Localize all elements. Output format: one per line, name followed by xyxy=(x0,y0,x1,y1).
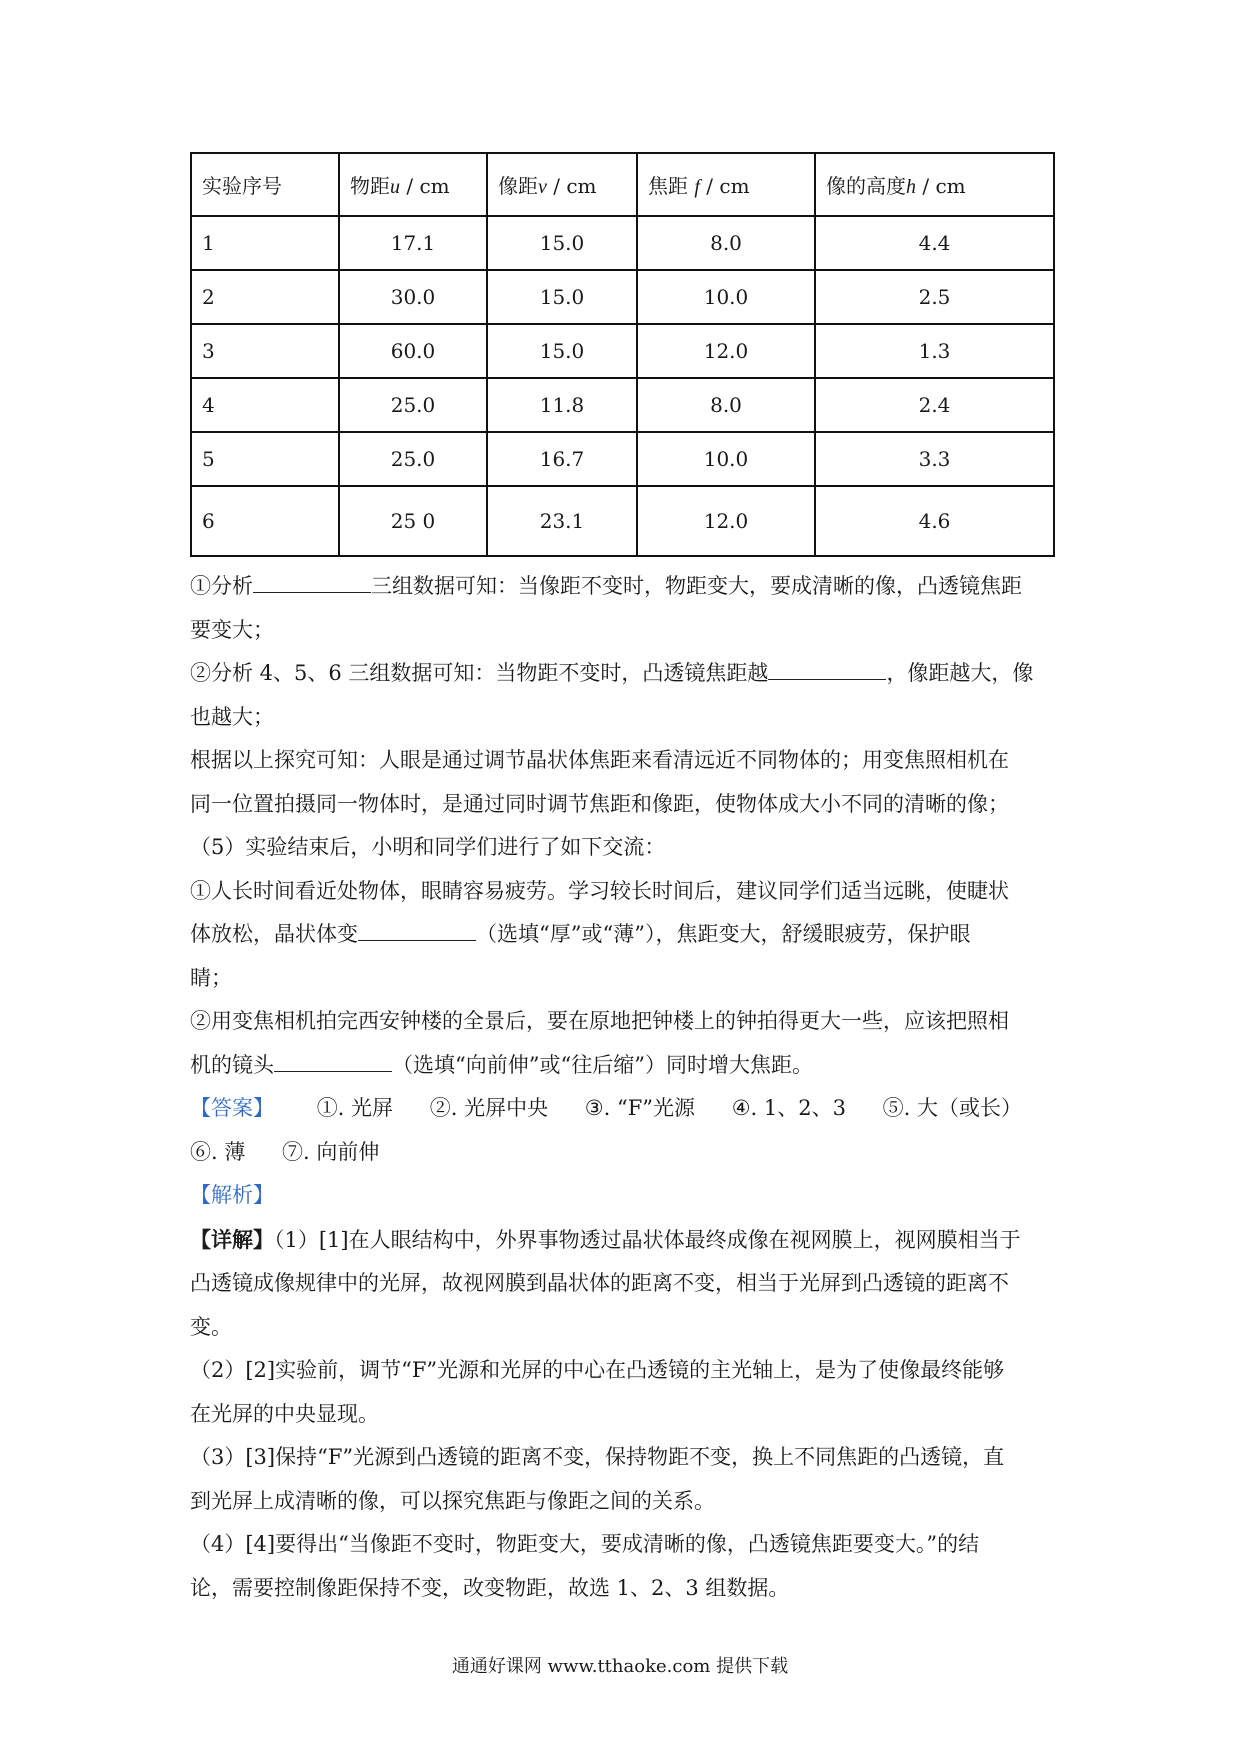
text-span: 三组数据可知：当像距不变时，物距变大，要成清晰的像，凸透镜焦距 xyxy=(371,574,1022,598)
table-row xyxy=(191,378,1054,432)
paragraph: 在光屏的中央显现。 xyxy=(190,1401,379,1426)
experiment-data-table xyxy=(190,152,1055,557)
table-cell: 10.0 xyxy=(637,270,815,324)
paragraph xyxy=(190,1044,1062,1088)
table-row xyxy=(191,486,1054,556)
paragraph: 同一位置拍摄同一物体时，是通过同时调节焦距和像距，使物体成大小不同的清晰的像； xyxy=(190,791,1009,816)
answer-item: ⑤. 大（或长） xyxy=(882,1096,1023,1120)
table-cell: 2.4 xyxy=(815,378,1054,432)
paragraph: 到光屏上成清晰的像，可以探究焦距与像距之间的关系。 xyxy=(190,1488,715,1513)
answer-row xyxy=(190,1087,1062,1131)
table-cell: 2 xyxy=(191,270,339,324)
paragraph xyxy=(190,1218,1062,1263)
header-cell-focal-length: 焦距 f / cm xyxy=(637,153,815,216)
answer-blank xyxy=(358,918,476,941)
answer-blank xyxy=(768,657,886,680)
answer-item: ④. 1、2、3 xyxy=(731,1096,846,1120)
table-cell: 30.0 xyxy=(339,270,487,324)
paragraph: 根据以上探究可知：人眼是通过调节晶状体焦距来看清远近不同物体的；用变焦照相机在 xyxy=(190,748,1009,772)
text-span: （1）[1]在人眼结构中，外界事物透过晶状体最终成像在视网膜上，视网膜相当于 xyxy=(274,1227,1021,1252)
table-cell: 2.5 xyxy=(815,270,1054,324)
text-span: ①分析 xyxy=(190,574,253,598)
table-cell: 5 xyxy=(191,432,339,486)
header-cell-image-height: 像的高度h / cm xyxy=(815,153,1054,216)
table-cell: 25.0 xyxy=(339,432,487,486)
table-cell: 8.0 xyxy=(637,378,815,432)
table-cell: 8.0 xyxy=(637,216,815,270)
table-cell: 12.0 xyxy=(637,324,815,378)
detail-label: 【详解】 xyxy=(190,1226,274,1252)
answer-item: ⑥. 薄 xyxy=(190,1139,246,1164)
analysis-label: 【解析】 xyxy=(190,1183,274,1207)
table-cell: 10.0 xyxy=(637,432,815,486)
table-cell: 15.0 xyxy=(487,270,637,324)
table-cell: 4.4 xyxy=(815,216,1054,270)
text-span: （选填“厚”或“薄”），焦距变大，舒缓眼疲劳，保护眼 xyxy=(476,922,971,946)
table-header-row xyxy=(191,153,1054,216)
question-body xyxy=(190,565,1062,1610)
table-cell: 4.6 xyxy=(815,486,1054,556)
table-cell: 1 xyxy=(191,216,339,270)
paragraph: 变。 xyxy=(190,1314,232,1339)
text-span: 体放松，晶状体变 xyxy=(190,922,358,946)
table-cell: 15.0 xyxy=(487,216,637,270)
text-span: 机的镜头 xyxy=(190,1052,274,1077)
paragraph xyxy=(190,913,1062,957)
text-span: （选填“向前伸”或“往后缩”）同时增大焦距。 xyxy=(392,1052,813,1077)
table-cell: 12.0 xyxy=(637,486,815,556)
paragraph xyxy=(190,652,1062,696)
header-cell-image-distance: 像距v / cm xyxy=(487,153,637,216)
answer-blank xyxy=(253,570,371,593)
table-cell: 25 0 xyxy=(339,486,487,556)
table-cell: 17.1 xyxy=(339,216,487,270)
paragraph: 要变大； xyxy=(190,617,274,642)
paragraph: ①人长时间看近处物体，眼睛容易疲劳。学习较长时间后，建议同学们适当远眺，使睫状 xyxy=(190,878,1009,903)
answer-row xyxy=(190,1131,1062,1175)
table-cell: 3 xyxy=(191,324,339,378)
table-cell: 1.3 xyxy=(815,324,1054,378)
table-row xyxy=(191,432,1054,486)
paragraph: 也越大； xyxy=(190,704,274,729)
answer-item: ③. “F”光源 xyxy=(584,1096,696,1120)
paragraph: 凸透镜成像规律中的光屏，故视网膜到晶状体的距离不变，相当于光屏到凸透镜的距离不 xyxy=(190,1271,1009,1295)
answer-item: ①. 光屏 xyxy=(316,1096,394,1120)
page-footer: 通通好课网 www.tthaoke.com 提供下载 xyxy=(451,1656,789,1677)
answer-label: 【答案】 xyxy=(190,1096,274,1120)
text-span: ，像距越大，像 xyxy=(886,661,1034,685)
table-cell: 15.0 xyxy=(487,324,637,378)
paragraph: ②用变焦相机拍完西安钟楼的全景后，要在原地把钟楼上的钟拍得更大一些，应该把照相 xyxy=(190,1009,1009,1033)
answer-item: ⑦. 向前伸 xyxy=(282,1139,380,1164)
paragraph: （5）实验结束后，小明和同学们进行了如下交流： xyxy=(190,835,666,859)
table-cell: 11.8 xyxy=(487,378,637,432)
paragraph xyxy=(190,565,1062,609)
paragraph: 论，需要控制像距保持不变，改变物距，故选 1、2、3 组数据。 xyxy=(190,1575,790,1600)
paragraph: （2）[2]实验前，调节“F”光源和光屏的中心在凸透镜的主光轴上，是为了使像最终能够 xyxy=(190,1358,1005,1382)
table-row xyxy=(191,270,1054,324)
table-cell: 3.3 xyxy=(815,432,1054,486)
table-cell: 16.7 xyxy=(487,432,637,486)
table-row xyxy=(191,216,1054,270)
text-span: ②分析 4、5、6 三组数据可知：当物距不变时，凸透镜焦距越 xyxy=(190,661,769,685)
table-cell: 23.1 xyxy=(487,486,637,556)
table-cell: 60.0 xyxy=(339,324,487,378)
paragraph: （4）[4]要得出“当像距不变时，物距变大，要成清晰的像，凸透镜焦距要变大。”的结 xyxy=(190,1532,980,1556)
table-cell: 6 xyxy=(191,486,339,556)
table-cell: 25.0 xyxy=(339,378,487,432)
table-cell: 4 xyxy=(191,378,339,432)
answer-item: ②. 光屏中央 xyxy=(429,1096,549,1120)
header-cell-index: 实验序号 xyxy=(191,153,339,216)
table-row xyxy=(191,324,1054,378)
analysis-label-row xyxy=(190,1174,1062,1218)
header-cell-object-distance: 物距u / cm xyxy=(339,153,487,216)
paragraph: 睛； xyxy=(190,965,232,990)
paragraph: （3）[3]保持“F”光源到凸透镜的距离不变，保持物距不变，换上不同焦距的凸透镜，直 xyxy=(190,1445,1005,1469)
answer-blank xyxy=(274,1049,392,1072)
